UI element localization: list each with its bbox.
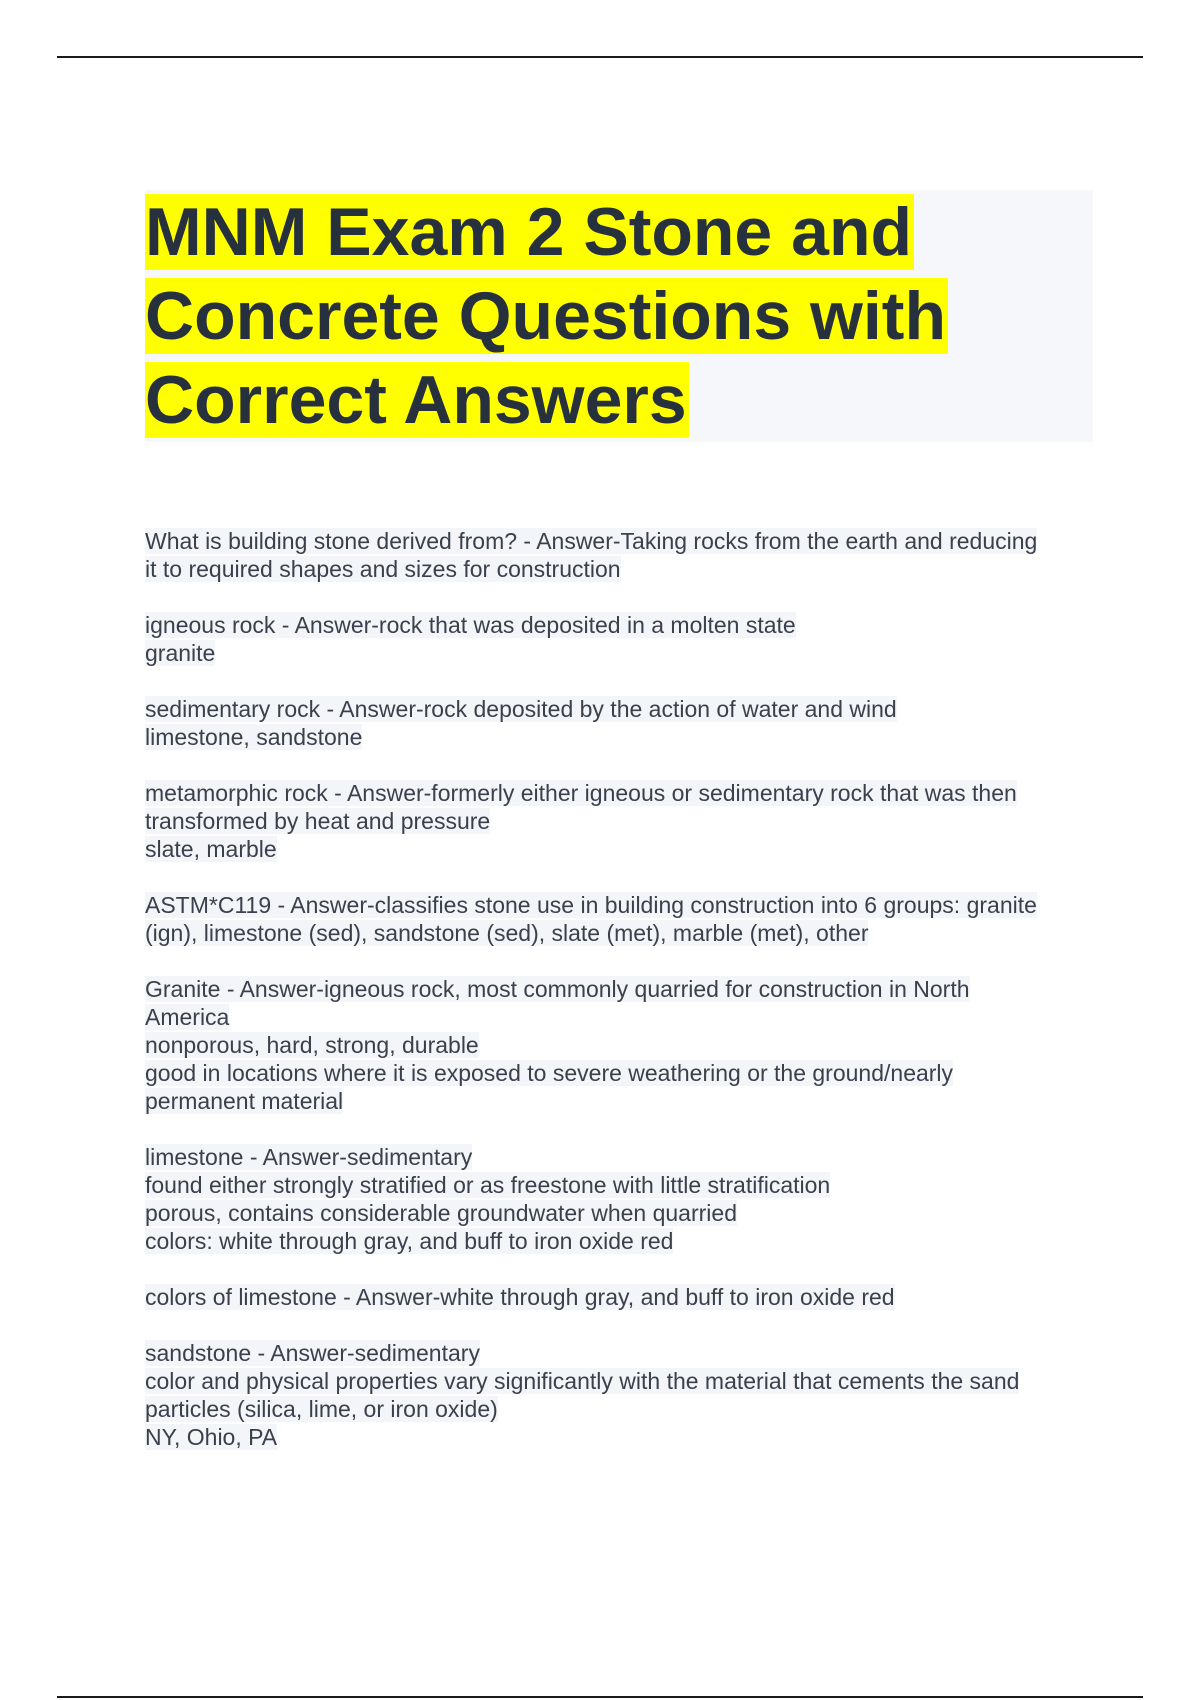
qa-item <box>145 1339 1095 1451</box>
qa-line-text: ASTM*C119 - Answer-classifies stone use in building construction into 6 groups: granite <box>145 892 1037 918</box>
qa-line-text: color and physical properties vary significantly with the material that cements the sand <box>145 1368 1020 1394</box>
qa-line-text: permanent material <box>145 1088 344 1114</box>
qa-line-text: America <box>145 1004 230 1030</box>
qa-line-text: metamorphic rock - Answer-formerly either igneous or sedimentary rock that was then <box>145 780 1017 806</box>
qa-line-text: nonporous, hard, strong, durable <box>145 1032 479 1058</box>
document-title <box>145 190 1093 442</box>
qa-line-text: particles (silica, lime, or iron oxide) <box>145 1396 498 1422</box>
qa-line <box>145 1003 1095 1031</box>
qa-line <box>145 779 1095 807</box>
qa-line <box>145 1367 1095 1395</box>
qa-line-text: sedimentary rock - Answer-rock deposited by the action of water and wind <box>145 696 897 722</box>
qa-line-text: transformed by heat and pressure <box>145 808 491 834</box>
qa-item <box>145 1283 1095 1311</box>
qa-line-text: granite <box>145 640 216 666</box>
qa-item <box>145 1143 1095 1255</box>
qa-item <box>145 975 1095 1115</box>
qa-line <box>145 1395 1095 1423</box>
qa-line-text: (ign), limestone (sed), sandstone (sed), slate (met), marble (met), other <box>145 920 869 946</box>
qa-line <box>145 807 1095 835</box>
qa-line-text: colors of limestone - Answer-white through gray, and buff to iron oxide red <box>145 1284 895 1310</box>
qa-list <box>145 527 1095 1479</box>
qa-line-text: found either strongly stratified or as freestone with little stratification <box>145 1172 831 1198</box>
qa-line-text: What is building stone derived from? - Answer-Taking rocks from the earth and reducing <box>145 528 1038 554</box>
qa-line <box>145 1199 1095 1227</box>
qa-line-text: porous, contains considerable groundwater when quarried <box>145 1200 737 1226</box>
qa-line <box>145 611 1095 639</box>
qa-line <box>145 1087 1095 1115</box>
qa-item <box>145 891 1095 947</box>
qa-item <box>145 611 1095 667</box>
qa-line <box>145 1283 1095 1311</box>
qa-line <box>145 919 1095 947</box>
qa-line-text: limestone, sandstone <box>145 724 363 750</box>
qa-item <box>145 527 1095 583</box>
qa-line <box>145 1227 1095 1255</box>
qa-line <box>145 527 1095 555</box>
qa-line <box>145 1423 1095 1451</box>
qa-line <box>145 723 1095 751</box>
top-rule <box>57 56 1143 58</box>
qa-line-text: NY, Ohio, PA <box>145 1424 278 1450</box>
qa-item <box>145 695 1095 751</box>
qa-line <box>145 1143 1095 1171</box>
qa-line <box>145 891 1095 919</box>
qa-line-text: slate, marble <box>145 836 277 862</box>
qa-line <box>145 695 1095 723</box>
title-highlight: MNM Exam 2 Stone and Concrete Questions with Correct Answers <box>145 194 946 438</box>
qa-line-text: sandstone - Answer-sedimentary <box>145 1340 480 1366</box>
qa-line-text: Granite - Answer-igneous rock, most commonly quarried for construction in North <box>145 976 970 1002</box>
qa-line-text: it to required shapes and sizes for construction <box>145 556 621 582</box>
qa-line <box>145 1031 1095 1059</box>
title-block <box>145 190 1093 442</box>
qa-line <box>145 639 1095 667</box>
qa-line-text: limestone - Answer-sedimentary <box>145 1144 473 1170</box>
qa-line <box>145 1339 1095 1367</box>
qa-line <box>145 1171 1095 1199</box>
qa-line-text: colors: white through gray, and buff to iron oxide red <box>145 1228 674 1254</box>
bottom-rule <box>57 1696 1143 1698</box>
qa-line-text: good in locations where it is exposed to severe weathering or the ground/nearly <box>145 1060 954 1086</box>
qa-line <box>145 835 1095 863</box>
qa-line <box>145 975 1095 1003</box>
qa-line <box>145 555 1095 583</box>
qa-line-text: igneous rock - Answer-rock that was deposited in a molten state <box>145 612 796 638</box>
qa-line <box>145 1059 1095 1087</box>
qa-item <box>145 779 1095 863</box>
